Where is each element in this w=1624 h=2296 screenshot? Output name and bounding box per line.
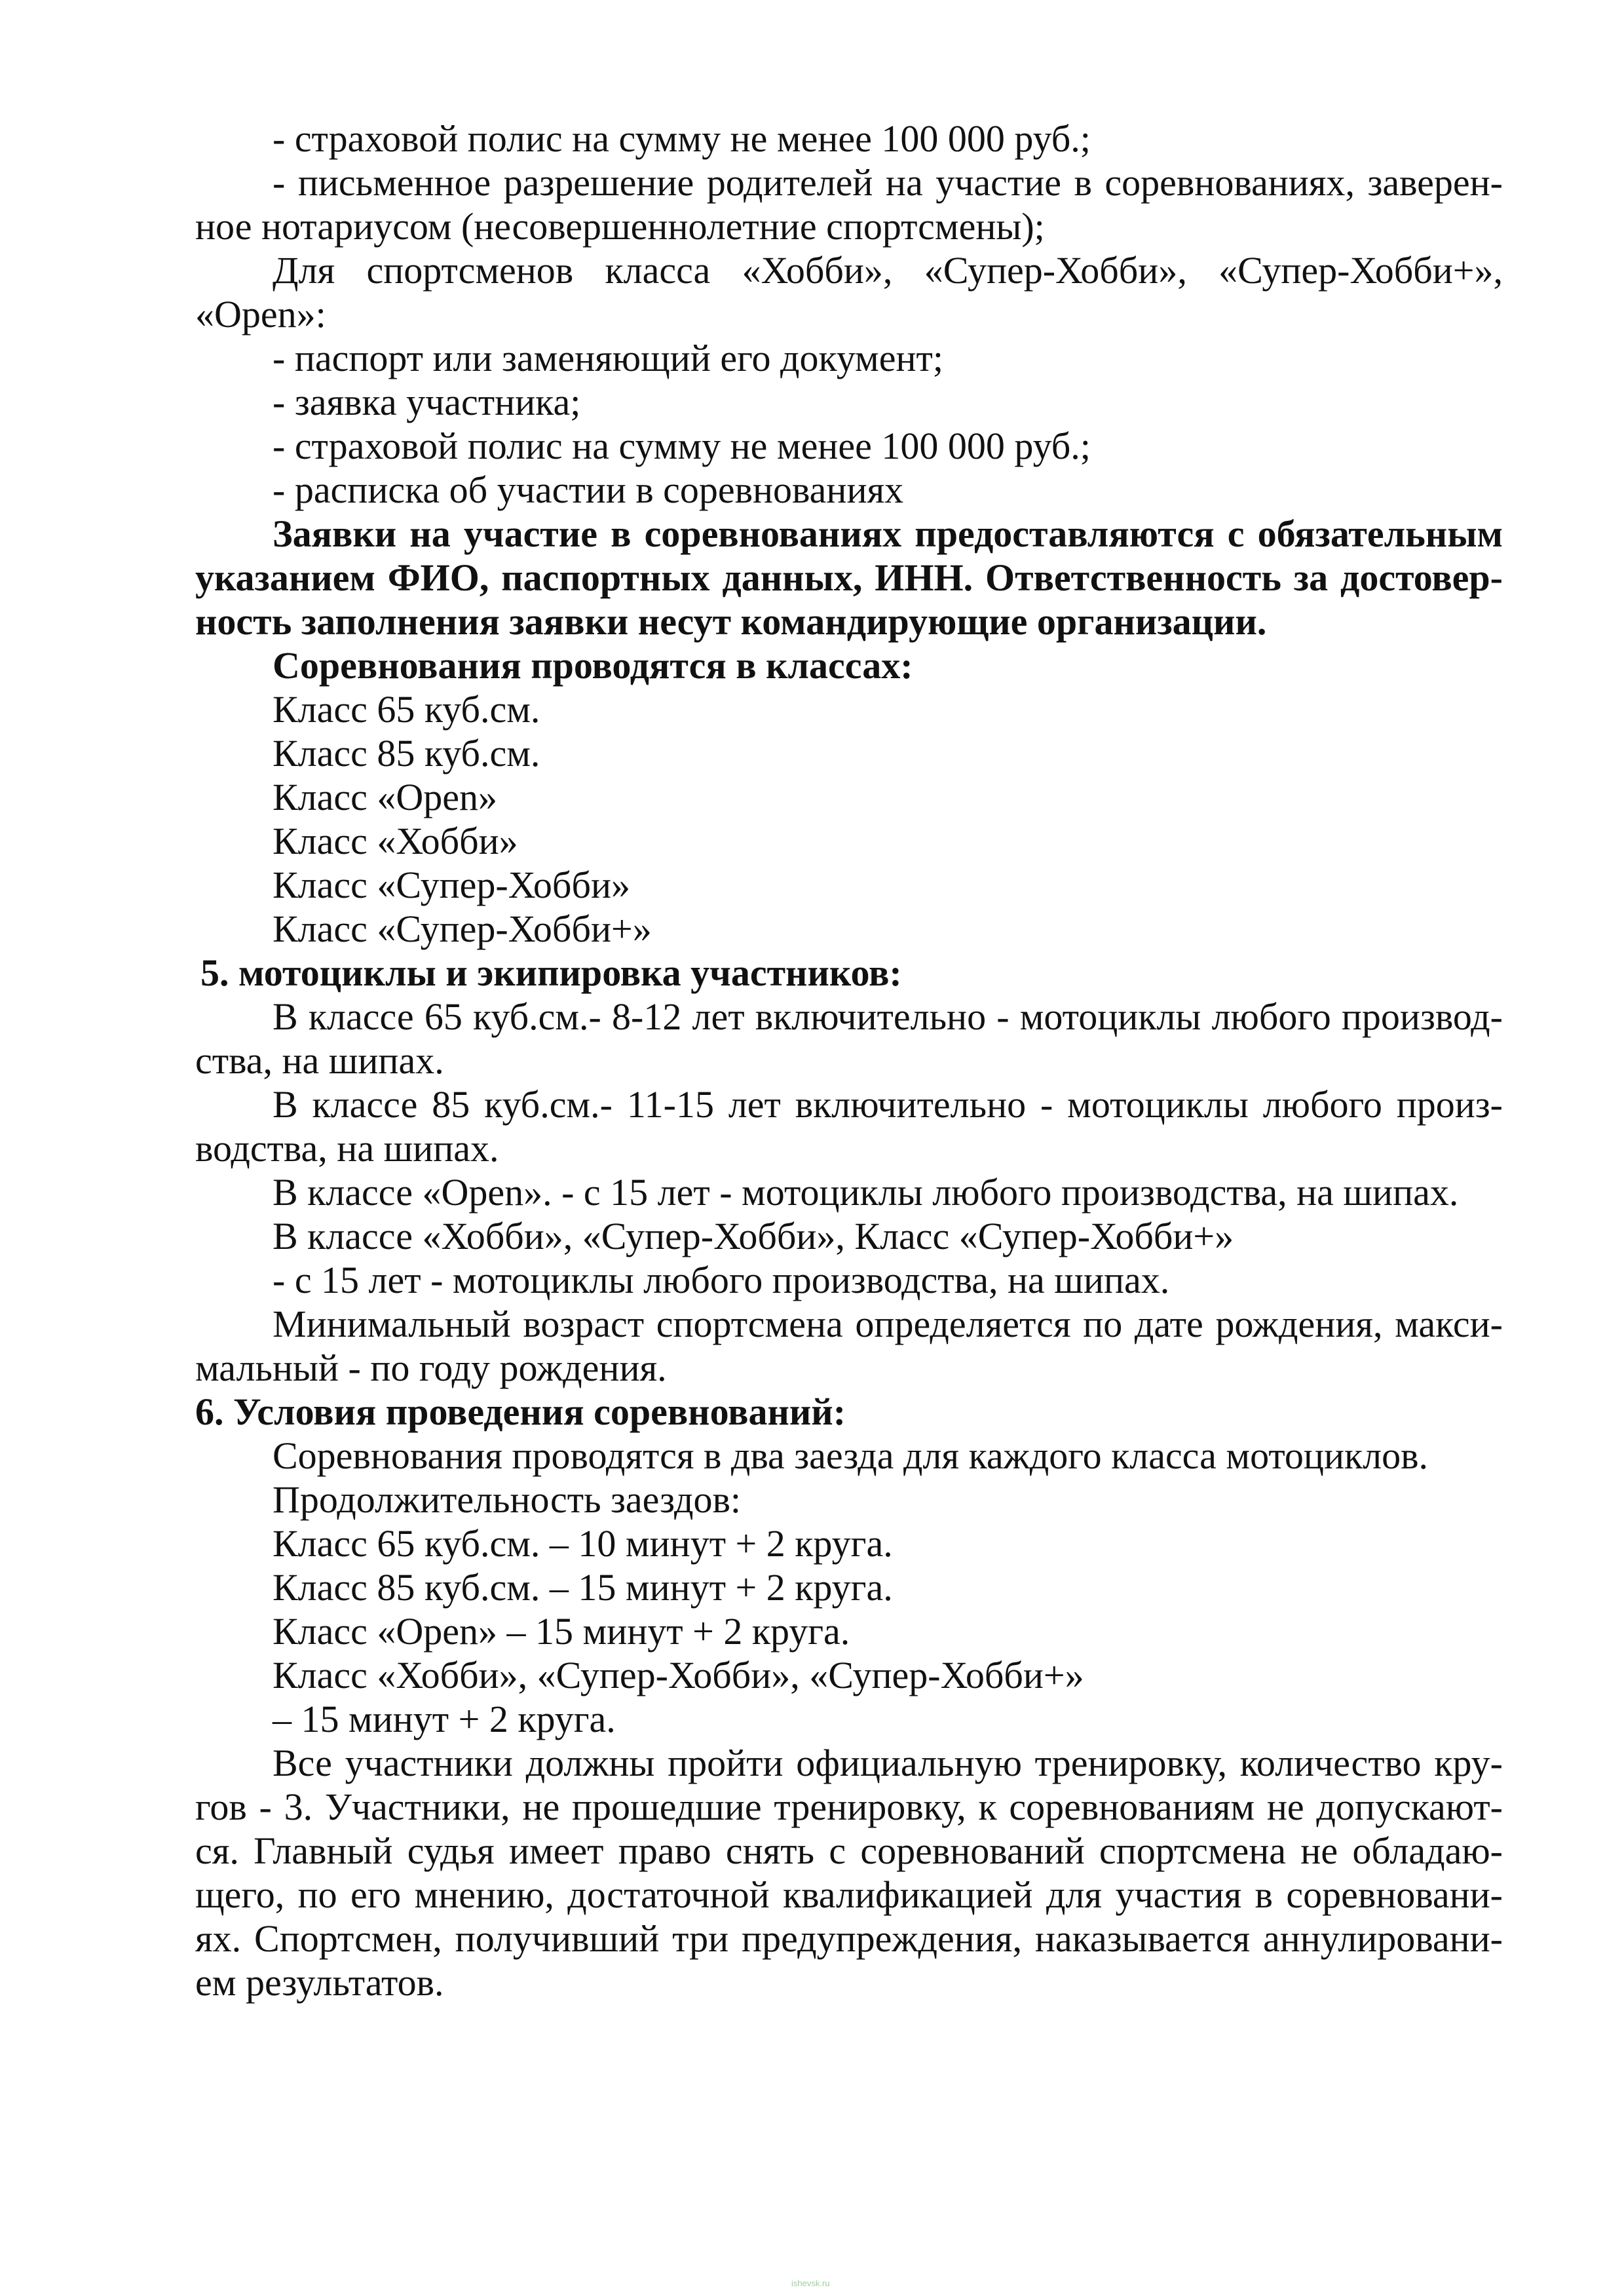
- paragraph-training-cont-3: щего, по его мнению, достаточной квалификацией для участия в соревновани-: [195, 1873, 1503, 1916]
- paragraph-duration-heading: Продолжительность заездов:: [273, 1478, 742, 1521]
- bold-notice-applications: Заявки на участие в соревнованиях предоставляются с обязательным: [273, 512, 1503, 555]
- paragraph-min-age-cont: мальный - по году рождения.: [195, 1347, 667, 1389]
- section-5-heading: 5. мотоциклы и экипировка участников:: [200, 951, 902, 994]
- duration-item-85: Класс 85 куб.см. – 15 минут + 2 круга.: [273, 1566, 893, 1609]
- paragraph-class-85-cont: водства, на шипах.: [195, 1127, 499, 1170]
- paragraph-class-85: В классе 85 куб.см.- 11-15 лет включительно - мотоциклы любого произ-: [273, 1083, 1503, 1126]
- list-item-insurance-policy-2: - страховой полис на сумму не менее 100 000 руб.;: [273, 425, 1091, 467]
- bold-notice-applications-end: ность заполнения заявки несут командирующие организации.: [195, 600, 1267, 643]
- list-item-parent-permission-cont: ное нотариусом (несовершеннолетние спортсмены);: [195, 205, 1045, 248]
- class-item-super-hobby-plus: Класс «Супер-Хобби+»: [273, 908, 652, 950]
- class-item-85: Класс 85 куб.см.: [273, 732, 540, 775]
- duration-item-hobby-cont: – 15 минут + 2 круга.: [273, 1698, 616, 1740]
- paragraph-min-age: Минимальный возраст спортсмена определяется по дате рождения, макси-: [273, 1303, 1503, 1345]
- list-item-insurance-policy: - страховой полис на сумму не менее 100 000 руб.;: [273, 117, 1091, 160]
- document-body: [195, 117, 1503, 2004]
- paragraph-training-cont-1: гов - 3. Участники, не прошедшие тренировку, к соревнованиям не допускают-: [195, 1786, 1503, 1828]
- list-item-passport: - паспорт или заменяющий его документ;: [273, 337, 944, 379]
- watermark: ishevsk.ru: [791, 2278, 830, 2288]
- class-item-super-hobby: Класс «Супер-Хобби»: [273, 864, 630, 906]
- list-item-receipt: - расписка об участии в соревнованиях: [273, 469, 904, 511]
- list-item-application: - заявка участника;: [273, 381, 581, 423]
- duration-item-hobby: Класс «Хобби», «Супер-Хобби», «Супер-Хобби+»: [273, 1654, 1084, 1696]
- class-item-65: Класс 65 куб.см.: [273, 688, 540, 731]
- paragraph-hobby-classes-cont: «Open»:: [195, 293, 326, 335]
- paragraph-class-65-cont: ства, на шипах.: [195, 1039, 444, 1082]
- paragraph-hobby-classes: Для спортсменов класса «Хобби», «Супер-Хобби», «Супер-Хобби+»,: [273, 249, 1503, 292]
- duration-item-open: Класс «Open» – 15 минут + 2 круга.: [273, 1610, 850, 1653]
- duration-item-65: Класс 65 куб.см. – 10 минут + 2 круга.: [273, 1522, 893, 1565]
- paragraph-class-open: В классе «Open». - с 15 лет - мотоциклы любого производства, на шипах.: [273, 1171, 1459, 1214]
- class-item-open: Класс «Open»: [273, 776, 497, 818]
- section-6-heading: 6. Условия проведения соревнований:: [195, 1390, 846, 1433]
- paragraph-training: Все участники должны пройти официальную тренировку, количество кру-: [273, 1742, 1503, 1784]
- paragraph-training-cont-4: ях. Спортсмен, получивший три предупреждения, наказывается аннулировани-: [195, 1917, 1503, 1960]
- paragraph-class-hobby-cont: - с 15 лет - мотоциклы любого производства, на шипах.: [273, 1259, 1170, 1301]
- paragraph-two-heats: Соревнования проводятся в два заезда для каждого класса мотоциклов.: [273, 1434, 1428, 1477]
- list-item-parent-permission: - письменное разрешение родителей на участие в соревнованиях, заверен-: [273, 161, 1503, 204]
- paragraph-training-end: ем результатов.: [195, 1961, 444, 2004]
- bold-notice-applications-cont: указанием ФИО, паспортных данных, ИНН. Ответственность за достовер-: [195, 556, 1503, 599]
- paragraph-class-65: В классе 65 куб.см.- 8-12 лет включительно - мотоциклы любого производ-: [273, 995, 1503, 1038]
- paragraph-class-hobby: В классе «Хобби», «Супер-Хобби», Класс «Супер-Хобби+»: [273, 1215, 1234, 1257]
- class-item-hobby: Класс «Хобби»: [273, 820, 518, 862]
- classes-heading: Соревнования проводятся в классах:: [273, 644, 913, 687]
- paragraph-training-cont-2: ся. Главный судья имеет право снять с соревнований спортсмена не обладаю-: [195, 1829, 1503, 1872]
